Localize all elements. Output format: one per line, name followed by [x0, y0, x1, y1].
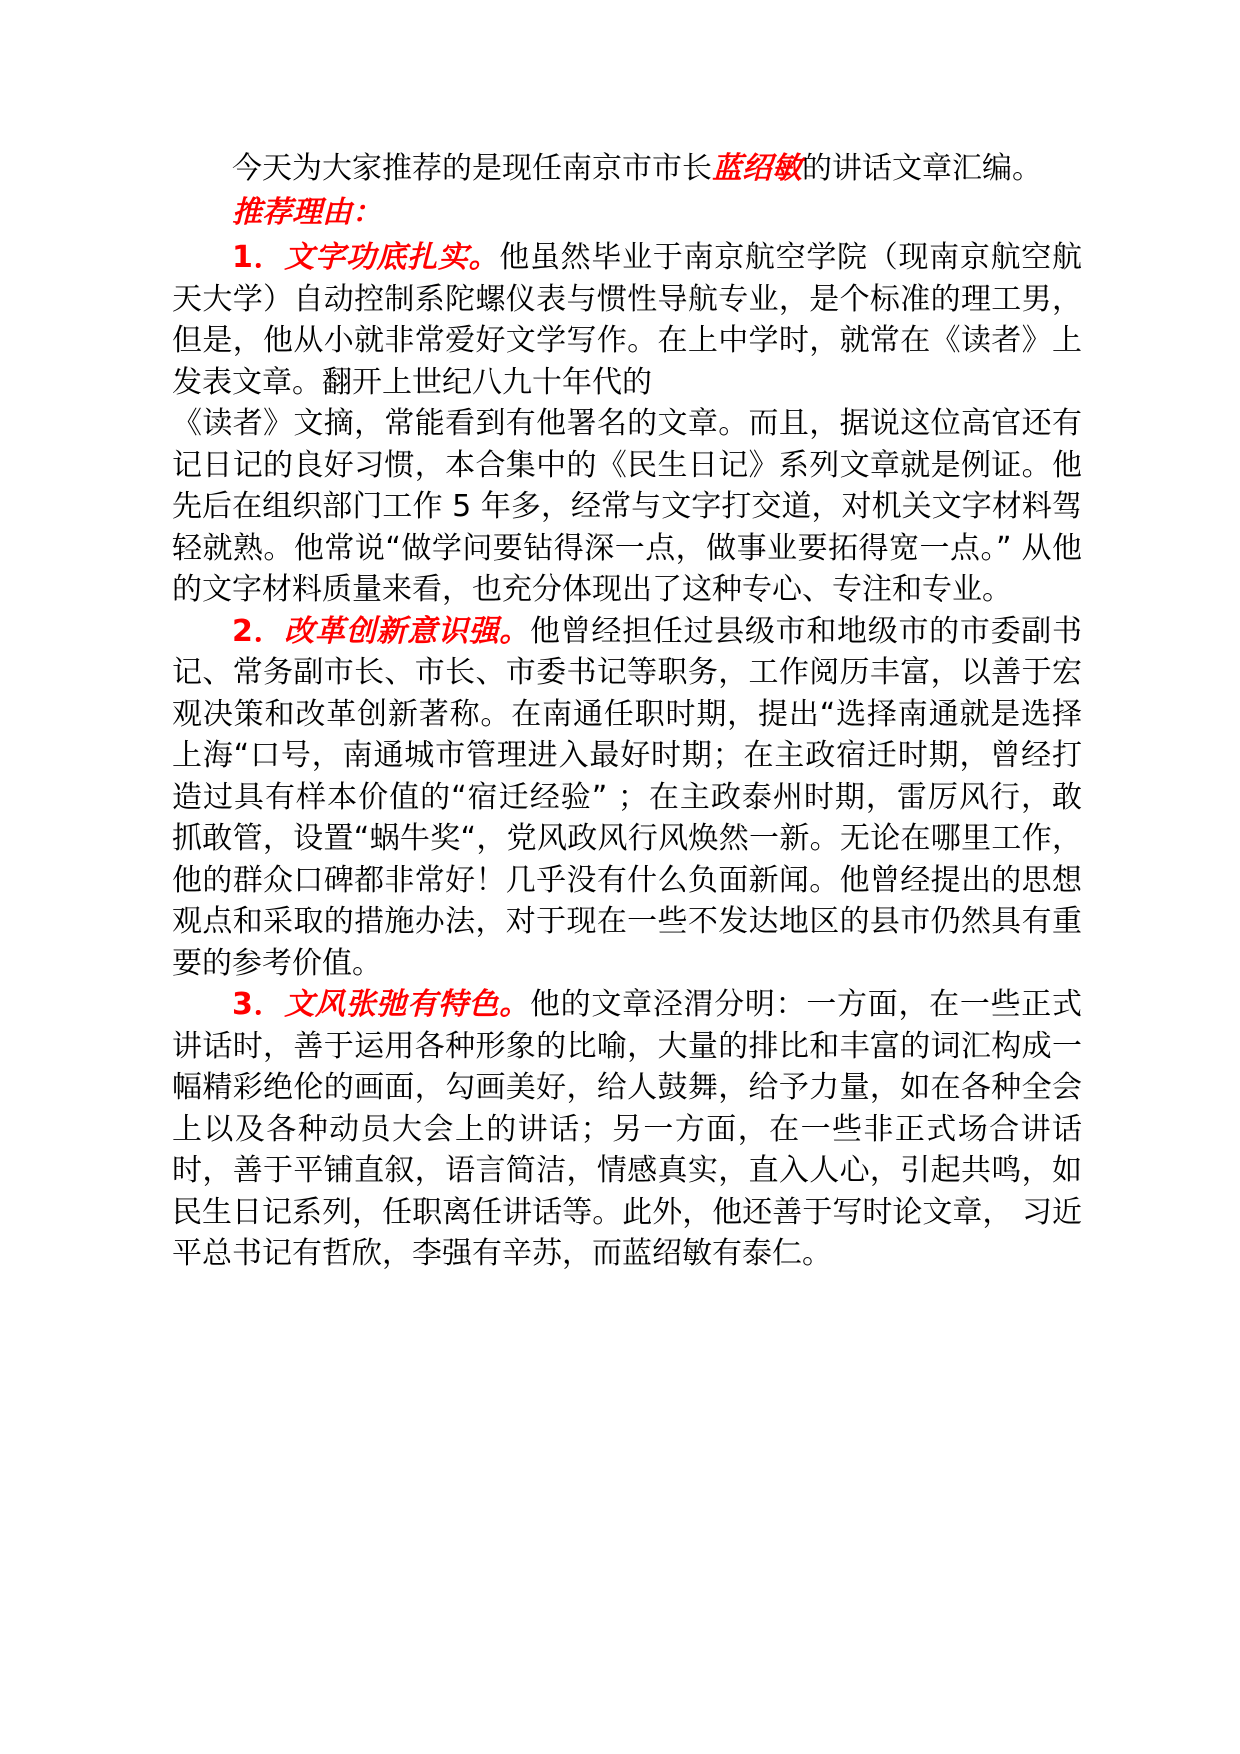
reason-number-1: 1． [232, 240, 285, 275]
reason-number-2: 2． [232, 613, 285, 649]
reason-title-1: 文字功底扎实。 [284, 240, 500, 275]
reason-title-3: 文风张弛有特色。 [284, 987, 530, 1022]
reason-item-1 [172, 237, 1082, 403]
reason-number-3: 3． [232, 987, 285, 1022]
reason-item-2 [172, 611, 1082, 985]
reason-body-1b: 《读者》文摘，常能看到有他署名的文章。而且，据说这位高官还有记日记的良好习惯，本合集中的《民生日记》系列文章就是例证。他先后在组织部门工作 5 年多，经常与文字打交道，对机关文字材料驾轻就熟。他常说“做学问要钻得深一点，做事业要拓得宽一点。” 从他的文字材料质量来看，也充分体现出了这种专心、专注和专业。 [172, 406, 1082, 607]
intro-text-after: 的讲话文章汇编。 [802, 151, 1042, 186]
reason-title-2: 改革创新意识强。 [284, 613, 530, 649]
intro-text-before: 今天为大家推荐的是现任南京市市长 [232, 151, 712, 186]
reason-body-3: 他的文章泾渭分明：一方面，在一些正式讲话时，善于运用各种形象的比喻，大量的排比和丰富的词汇构成一幅精彩绝伦的画面，勾画美好，给人鼓舞，给予力量，如在各种全会上以及各种动员大会上的讲话；另一方面，在一些非正式场合讲话时，善于平铺直叙，语言简洁，情感真实，直入人心，引起共鸣，如民生日记系列，任职离任讲话等。此外，他还善于写时论文章， 习近平总书记有哲欣，李强有辛苏，而蓝绍敏有泰仁。 [172, 987, 1083, 1271]
reason-item-1-continued [172, 403, 1082, 611]
reason-item-3 [172, 984, 1082, 1275]
reason-body-2: 他曾经担任过县级市和地级市的市委副书记、常务副市长、市长、市委书记等职务，工作阅历丰富，以善于宏观决策和改革创新著称。在南通任职时期，提出“选择南通就是选择上海“口号，南通城市管理进入最好时期；在主政宿迁时期，曾经打造过具有样本价值的“宿迁经验” ；在主政泰州时期，雷厉风行，敢抓敢管，设置“蜗牛奖“，党风政风行风焕然一新。无论在哪里工作，他的群众口碑都非常好！几乎没有什么负面新闻。他曾经提出的思想观点和采取的措施办法，对于现在一些不发达地区的县市仍然具有重要的参考价值。 [172, 613, 1083, 981]
intro-paragraph [172, 148, 1082, 190]
document-body [172, 148, 1082, 1275]
reasons-heading [172, 192, 1082, 234]
reason-body-1a: 他虽然毕业于南京航空学院（现南京航空航天大学）自动控制系陀螺仪表与惯性导航专业，是个标准的理工男，但是，他从小就非常爱好文学写作。在上中学时，就常在《读者》上发表文章。翻开上世纪八九十年代的 [172, 240, 1083, 400]
mayor-name-highlight: 蓝绍敏 [712, 151, 802, 186]
reasons-heading-text: 推荐理由： [232, 194, 382, 230]
